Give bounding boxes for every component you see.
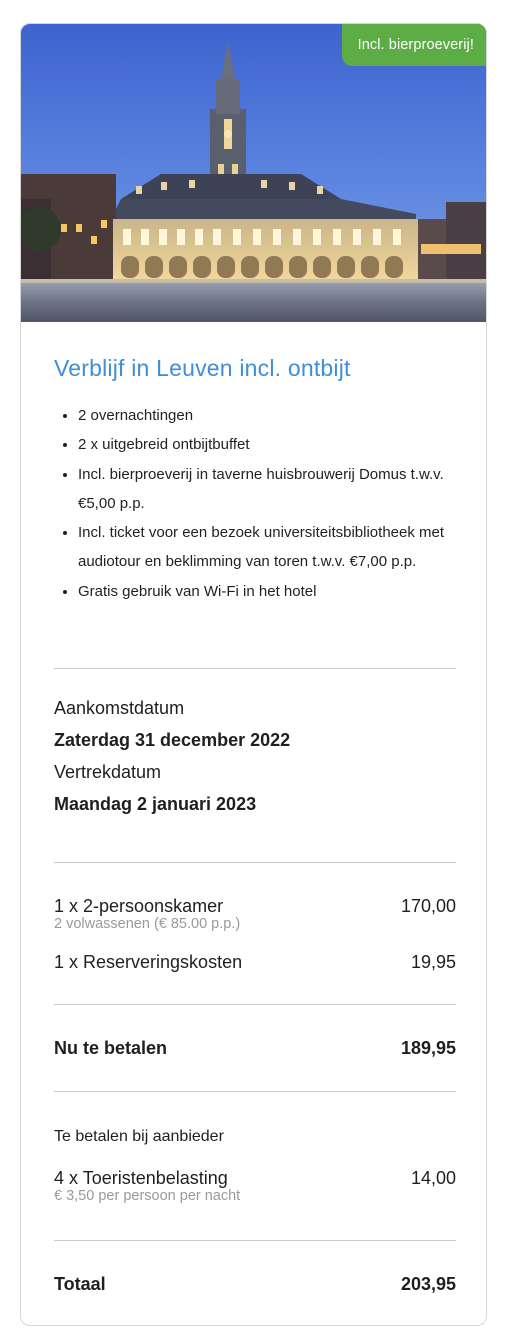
divider	[54, 862, 456, 863]
due-now-amount: 189,95	[400, 1038, 456, 1058]
offer-title: Verblijf in Leuven incl. ontbijt	[54, 355, 351, 381]
list-item: • Incl. ticket voor een bezoek universiteitsbibliotheek met audiotour en beklimming van toren t.w.v. €7,00 p.p.	[78, 518, 458, 577]
due-now-row	[54, 1038, 456, 1062]
line-item-subtext: 2 volwassenen (€ 85.00 p.p.)	[54, 916, 241, 932]
total-amount: 203,95	[400, 1274, 456, 1294]
line-item-amount: 170,00	[400, 896, 456, 916]
line-item-label: 1 x 2-persoonskamer	[54, 896, 224, 916]
total-label: Totaal	[54, 1274, 106, 1294]
total-row	[54, 1274, 456, 1298]
line-item-subtext: € 3,50 per persoon per nacht	[54, 1188, 241, 1204]
list-item: • Gratis gebruik van Wi-Fi in het hotel	[78, 577, 458, 606]
offer-card	[20, 23, 487, 1326]
line-item-amount: 14,00	[410, 1168, 456, 1188]
feature-list	[54, 401, 458, 606]
divider	[54, 668, 456, 669]
list-item: • 2 overnachtingen	[78, 401, 458, 430]
line-item-label: 1 x Reserveringskosten	[54, 952, 243, 972]
arrival-label: Aankomstdatum	[54, 698, 185, 718]
library-photo	[21, 24, 487, 322]
line-item-tourist-tax	[54, 1168, 456, 1208]
line-item-room	[54, 896, 456, 936]
hero-image	[21, 24, 487, 322]
list-item: • 2 x uitgebreid ontbijtbuffet	[78, 430, 458, 459]
divider	[54, 1004, 456, 1005]
divider	[54, 1240, 456, 1241]
dates-section	[54, 692, 290, 820]
due-now-label: Nu te betalen	[54, 1038, 168, 1058]
provider-heading: Te betalen bij aanbieder	[54, 1128, 224, 1145]
list-item: • Incl. bierproeverij in taverne huisbrouwerij Domus t.w.v. €5,00 p.p.	[78, 460, 458, 519]
departure-date: Maandag 2 januari 2023	[54, 794, 257, 814]
departure-label: Vertrekdatum	[54, 762, 162, 782]
line-item-label: 4 x Toeristenbelasting	[54, 1168, 228, 1188]
line-item-reservation	[54, 952, 456, 976]
promo-badge: Incl. bierproeverij!	[342, 24, 487, 66]
provider-heading-row	[54, 1128, 456, 1150]
line-item-amount: 19,95	[410, 952, 456, 972]
arrival-date: Zaterdag 31 december 2022	[54, 730, 291, 750]
divider	[54, 1091, 456, 1092]
